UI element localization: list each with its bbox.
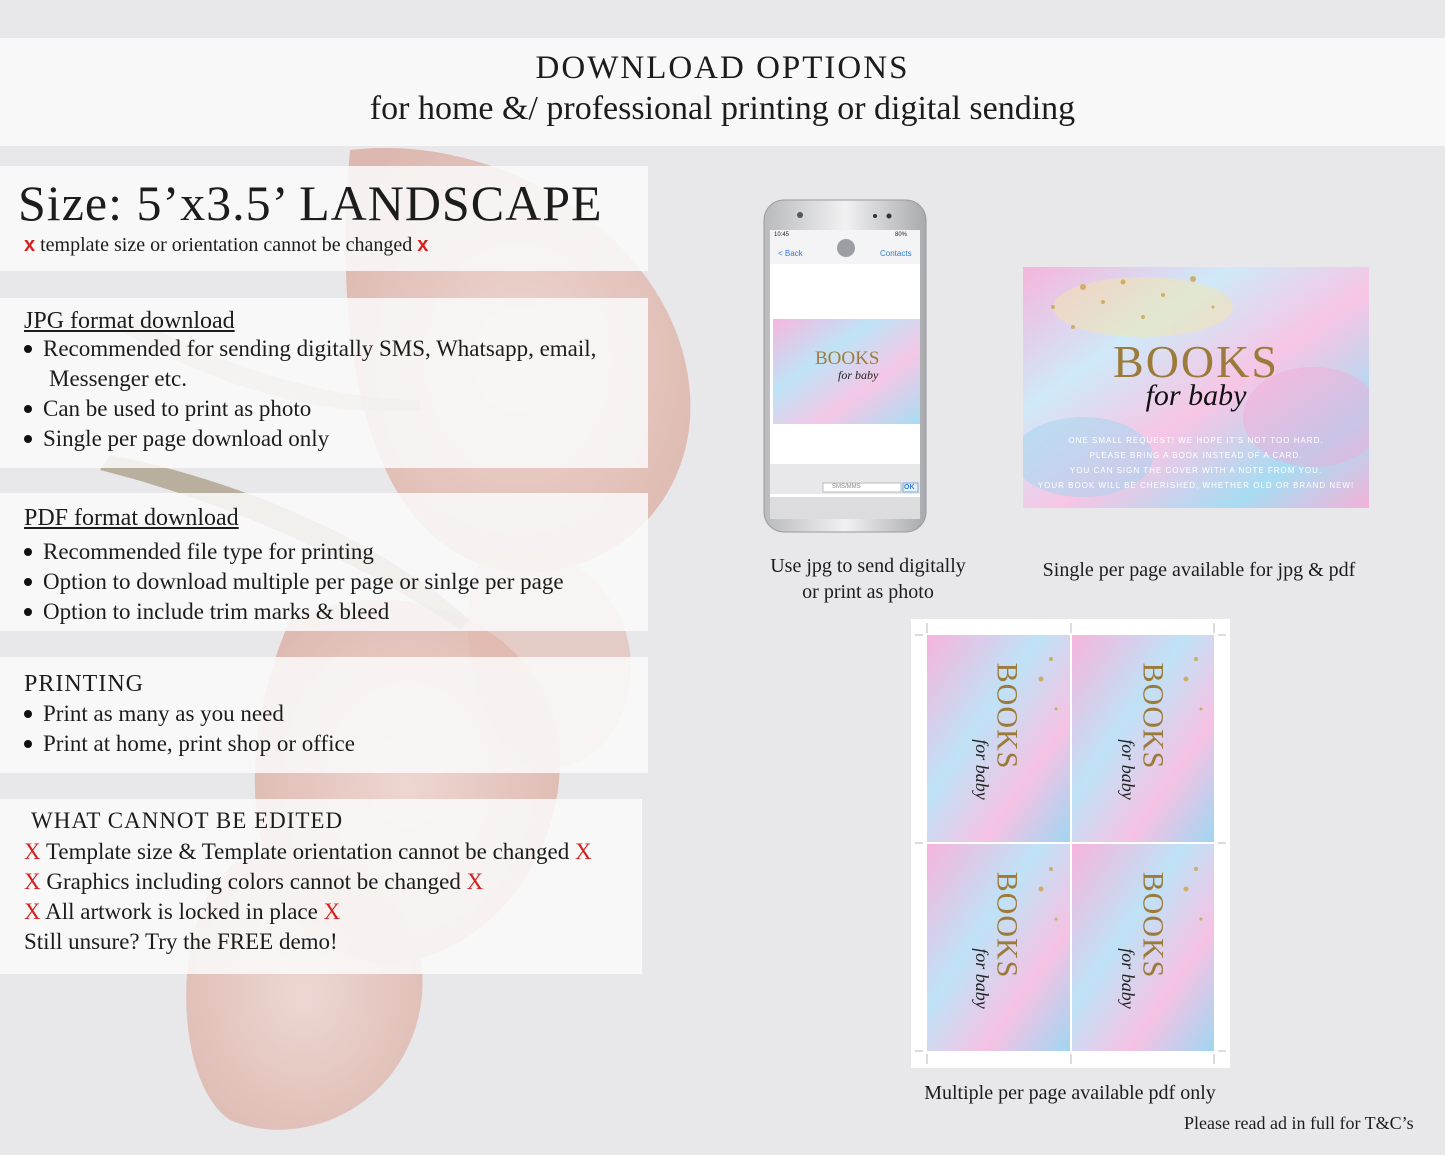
list-item: Print at home, print shop or office [24, 731, 355, 757]
phone-caption: Use jpg to send digitally or print as photo [770, 555, 966, 603]
bullet-icon [24, 740, 32, 748]
mini-card-title: BOOKS [1136, 662, 1170, 770]
mini-card-title: BOOKS [990, 871, 1024, 979]
phone-ok-button: OK [904, 484, 915, 491]
list-item: Option to include trim marks & bleed [24, 599, 389, 625]
bullet-icon [24, 435, 32, 443]
pdf-panel [0, 493, 648, 631]
cannot-edit-panel [0, 799, 642, 974]
card-script: for baby [1145, 379, 1247, 412]
multiple-caption: Multiple per page available pdf only [924, 1082, 1216, 1104]
multi-card-sheet [911, 619, 1230, 1068]
list-item: X Template size & Template orientation cannot be changed X [24, 839, 592, 864]
x-mark: x [417, 234, 429, 256]
header-banner [0, 38, 1445, 146]
phone-back-button: < Back [778, 249, 803, 258]
card-message: ONE SMALL REQUEST! WE HOPE IT'S NOT TOO HARD. PLEASE BRING A BOOK INSTEAD OF A CARD. YOU CAN SIGN THE COVER WITH A NOTE FROM YOU. YOUR BOOK WILL BE CHERISHED, WHETHER OLD OR BRAND NEW! [1037, 436, 1355, 490]
phone-battery: 80% [895, 232, 908, 238]
phone-time: 10:45 [774, 232, 790, 238]
list-item: X Graphics including colors cannot be changed X [24, 869, 484, 894]
jpg-panel [0, 298, 648, 468]
list-item: X All artwork is locked in place X [24, 899, 341, 924]
printing-panel [0, 657, 648, 773]
bullet-icon [24, 608, 32, 616]
bullet-icon [24, 578, 32, 586]
phone-card-script: for baby [838, 368, 879, 382]
bullet-icon [24, 548, 32, 556]
footer-note: Please read ad in full for T&C’s [1184, 1113, 1414, 1133]
list-item: Can be used to print as photo [24, 396, 311, 422]
list-item: Messenger etc. [49, 366, 187, 391]
printing-heading: PRINTING [24, 671, 144, 697]
mini-card-title: BOOKS [990, 662, 1024, 770]
single-card-preview [1023, 267, 1369, 508]
page-subtitle: for home &/ professional printing or digital sending [369, 90, 1076, 127]
size-panel [0, 166, 648, 271]
list-item: Recommended file type for printing [24, 539, 374, 565]
mini-card-title: BOOKS [1136, 871, 1170, 979]
mini-card-script: for baby [1117, 739, 1138, 800]
pdf-heading: PDF format download [24, 505, 239, 531]
size-note-text: template size or orientation cannot be changed [40, 234, 413, 256]
size-note [24, 234, 428, 257]
phone-card-title: BOOKS [815, 348, 880, 369]
bullet-icon [24, 710, 32, 718]
mini-card-script: for baby [971, 948, 992, 1009]
mini-card-script: for baby [1117, 948, 1138, 1009]
list-item: Option to download multiple per page or sinlge per page [24, 569, 564, 595]
card-title: BOOKS [1113, 336, 1279, 387]
size-title: Size: 5’x3.5’ LANDSCAPE [18, 175, 603, 231]
phone-sms-field: SMS/MMS [832, 484, 861, 490]
cannot-edit-heading: WHAT CANNOT BE EDITED [31, 808, 344, 833]
multi-card-grid [911, 619, 1230, 1068]
bullet-icon [24, 405, 32, 413]
demo-note: Still unsure? Try the FREE demo! [24, 929, 338, 954]
x-mark: x [24, 234, 36, 256]
page-title: DOWNLOAD OPTIONS [535, 50, 910, 86]
bullet-icon [24, 345, 32, 353]
list-item: Recommended for sending digitally SMS, Whatsapp, email, [24, 336, 596, 362]
phone-contacts-link: Contacts [880, 249, 912, 258]
list-item: Single per page download only [24, 426, 329, 452]
list-item: Print as many as you need [24, 701, 284, 727]
mini-card-script: for baby [971, 739, 992, 800]
jpg-heading: JPG format download [24, 308, 235, 334]
single-caption: Single per page available for jpg & pdf [1042, 559, 1356, 581]
